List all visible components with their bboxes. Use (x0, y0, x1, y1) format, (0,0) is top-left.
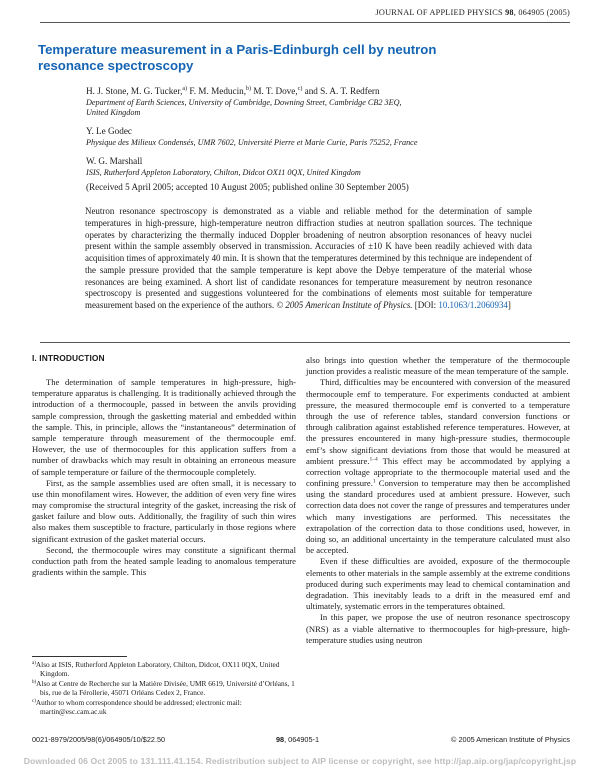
footnote-b (32, 679, 296, 698)
author-names-1: H. J. Stone, M. G. Tucker, (86, 86, 183, 96)
footnotes (32, 660, 296, 716)
journal-volume: 98 (505, 8, 514, 17)
author-footnote-mark[interactable]: c) (297, 86, 303, 92)
author-marshall: W. G. Marshall (86, 156, 143, 166)
affiliation-3-line-1: ISIS, Rutherford Appleton Laboratory, Chilton, Didcot OX11 0QX, United Kingdom (86, 168, 361, 177)
abstract-rule (40, 342, 570, 343)
right-column (306, 355, 570, 646)
author-list (86, 86, 380, 97)
download-notice[interactable]: Downloaded 06 Oct 2005 to 131.111.41.154. Redistribution subject to AIP license or copyright, see http://jap.aip.org/jap/copyright.jsp (23, 756, 577, 766)
journal-name: JOURNAL OF APPLIED PHYSICS (375, 8, 503, 17)
paper-title (38, 42, 548, 74)
doi-bracket-open: [DOI: (414, 300, 439, 310)
left-column (32, 377, 296, 578)
footer-issn: 0021-8979/2005/98(6)/064905/10/$22.50 (32, 735, 166, 744)
affiliation-2: Physique des Milieux Condensés, UMR 7602, Université Pierre et Marie Curie, Paris 75252, France (86, 138, 418, 147)
footnote-mark: b) (32, 679, 37, 685)
section-heading: I. INTRODUCTION (32, 353, 105, 363)
journal-citation: , 064905 (2005) (513, 8, 570, 17)
paragraph-text: Third, difficulties may be encountered with conversion of the measured thermocouple emf to temperature. For experiments conducted at ambient pressure, the measured thermocouple emf is converted to a temperature through the use of reference tables, standard conversion functions or through calibration against established reference temperatures. However, at the pressures encountered in many high-pressure studies, thermocouple emf’s show significant deviations from those that would be measured at ambient pressure. (306, 377, 570, 466)
author-names-4: and S. A. T. Redfern (302, 86, 380, 96)
footnote-mark: c) (32, 698, 36, 704)
paragraph: First, as the sample assemblies used are often small, it is necessary to use thin monofilament wires. However, the addition of even very fine wires may compromise the structural integrity of the gasket, increasing the risk of gasket failure and blow outs. Additionally, the fragility of such thin wires also makes them susceptible to fracture, particularly in those regions where significant extrusion of the gasket material occurs. (32, 477, 296, 544)
affiliation-3 (86, 168, 526, 178)
paragraph (306, 377, 570, 556)
doi-bracket-close: ] (507, 300, 511, 310)
footnote-mark: a) (32, 661, 36, 666)
footer-volume: 98 (276, 735, 285, 744)
paragraph: also brings into question whether the temperature of the thermocouple junction provides a realistic measure of the mean temperature of the sample. (306, 355, 570, 377)
footnote-a (32, 660, 296, 679)
footnote-text: Author to whom correspondence should be addressed; electronic mail: martin@esc.cam.ac.uk (35, 697, 242, 717)
paragraph-text: This effect may be accommodated by applying a correction voltage appropriate to the thermocouple material used and the confining pressure. (306, 455, 570, 489)
author-names-3: M. T. Dove, (251, 86, 298, 96)
citation-ref[interactable]: 1–4 (369, 456, 378, 463)
footer-copyright: © 2005 American Institute of Physics (451, 735, 570, 744)
abstract (85, 206, 532, 312)
footnote-text: Also at Centre de Recherche sur la Matière Divisée, UMR 6619, Université d’Orléans, 1 bis, rue de la Férollerie, 45071 Orléans Cedex 2, France. (36, 678, 295, 698)
author-footnote-mark[interactable]: b) (246, 86, 252, 92)
author-footnote-mark[interactable]: a) (182, 86, 188, 92)
title-line-2: resonance spectroscopy (38, 58, 194, 73)
citation-ref[interactable]: 1 (372, 478, 376, 485)
paragraph-text: Conversion to temperature may then be accomplished using the standard procedures used at ambient pressure. However, such correction data does not cover the range of pressures and temperatures under which many investigations are performed. This necessitates the extrapolation of the correction data to those conditions used, however, in doing so, an additional uncertainty in the temperature calculated must also be accepted. (306, 478, 570, 556)
paragraph: In this paper, we propose the use of neutron resonance spectroscopy (NRS) as a viable alternative to thermocouples for high-pressure, high-temperature studies using neutron (306, 612, 570, 645)
received-dates: (Received 5 April 2005; accepted 10 August 2005; published online 30 September 2005) (86, 182, 409, 192)
abstract-text: Neutron resonance spectroscopy is demonstrated as a viable and reliable method for the determination of sample temperatures in high-pressure, high-temperature neutron diffraction studies at neutron spallation sources. The technique operates by characterizing the thermally induced Doppler broadening of neutron absorption resonances of heavy nuclei present within the sample assembly observed in transmission. Accuracies of ±10 K have been readily achieved with data acquisition times of approximately 40 min. It is shown that the temperatures determined by this technique are independent of the sample pressure provided that the sample temperature is kept above the Debye temperature of the material whose resonances are being examined. A short list of candidate resonances for temperature measurement by neutron resonance spectroscopy is presented and suggestions volunteered for the combinations of elements most suitable for temperature measurement based on the experience of the authors. (85, 206, 533, 310)
doi-link[interactable]: 10.1063/1.2060934 (438, 300, 508, 310)
affiliation-1-line-2: United Kingdom (86, 108, 141, 118)
journal-header (100, 8, 570, 17)
footer-page (276, 735, 319, 744)
author-le-godec: Y. Le Godec (86, 126, 133, 136)
footer-page-number: , 064905-1 (284, 735, 320, 744)
header-rule (40, 22, 570, 23)
paragraph: Even if these difficulties are avoided, exposure of the thermocouple elements to other materials in the sample assembly at the extreme conditions produced during such experiments may lead to chemical contamination and degradation. This inevitably leads to a drift in the measured emf and ultimately, systematic errors in the temperatures obtained. (306, 556, 570, 612)
footnote-rule (32, 656, 127, 657)
paragraph: Second, the thermocouple wires may constitute a significant thermal conduction path from the heated sample leading to anomalous temperature gradients within the sample. This (32, 544, 296, 578)
paragraph: The determination of sample temperatures in high-pressure, high-temperature apparatus is challenging. It is traditionally achieved through the introduction of a thermocouple, passed in between the anvils providing sample compression, through the gasketting material and embedded within the sample. This, in principle, allows the “instantaneous” determination of sample temperature through measurement of the thermocouple emf. However, the use of thermocouples for this application suffers from a number of drawbacks which may result in obtaining an erroneous measure of sample temperature or failure of the thermocouple completely. (32, 377, 296, 477)
footnote-c (32, 698, 296, 717)
footnote-text: Also at ISIS, Rutherford Appleton Laboratory, Chilton, Didcot, OX11 0QX, United Kingdom. (35, 660, 280, 679)
affiliation-1-line-1: Department of Earth Sciences, University of Cambridge, Downing Street, Cambridge CB2 3EQ, (86, 98, 402, 107)
title-line-1: Temperature measurement in a Paris-Edinburgh cell by neutron (38, 42, 437, 57)
copyright-notice: © 2005 American Institute of Physics. (274, 300, 413, 310)
affiliation-1 (86, 98, 526, 118)
author-names-2: F. M. Meducin, (187, 86, 247, 96)
